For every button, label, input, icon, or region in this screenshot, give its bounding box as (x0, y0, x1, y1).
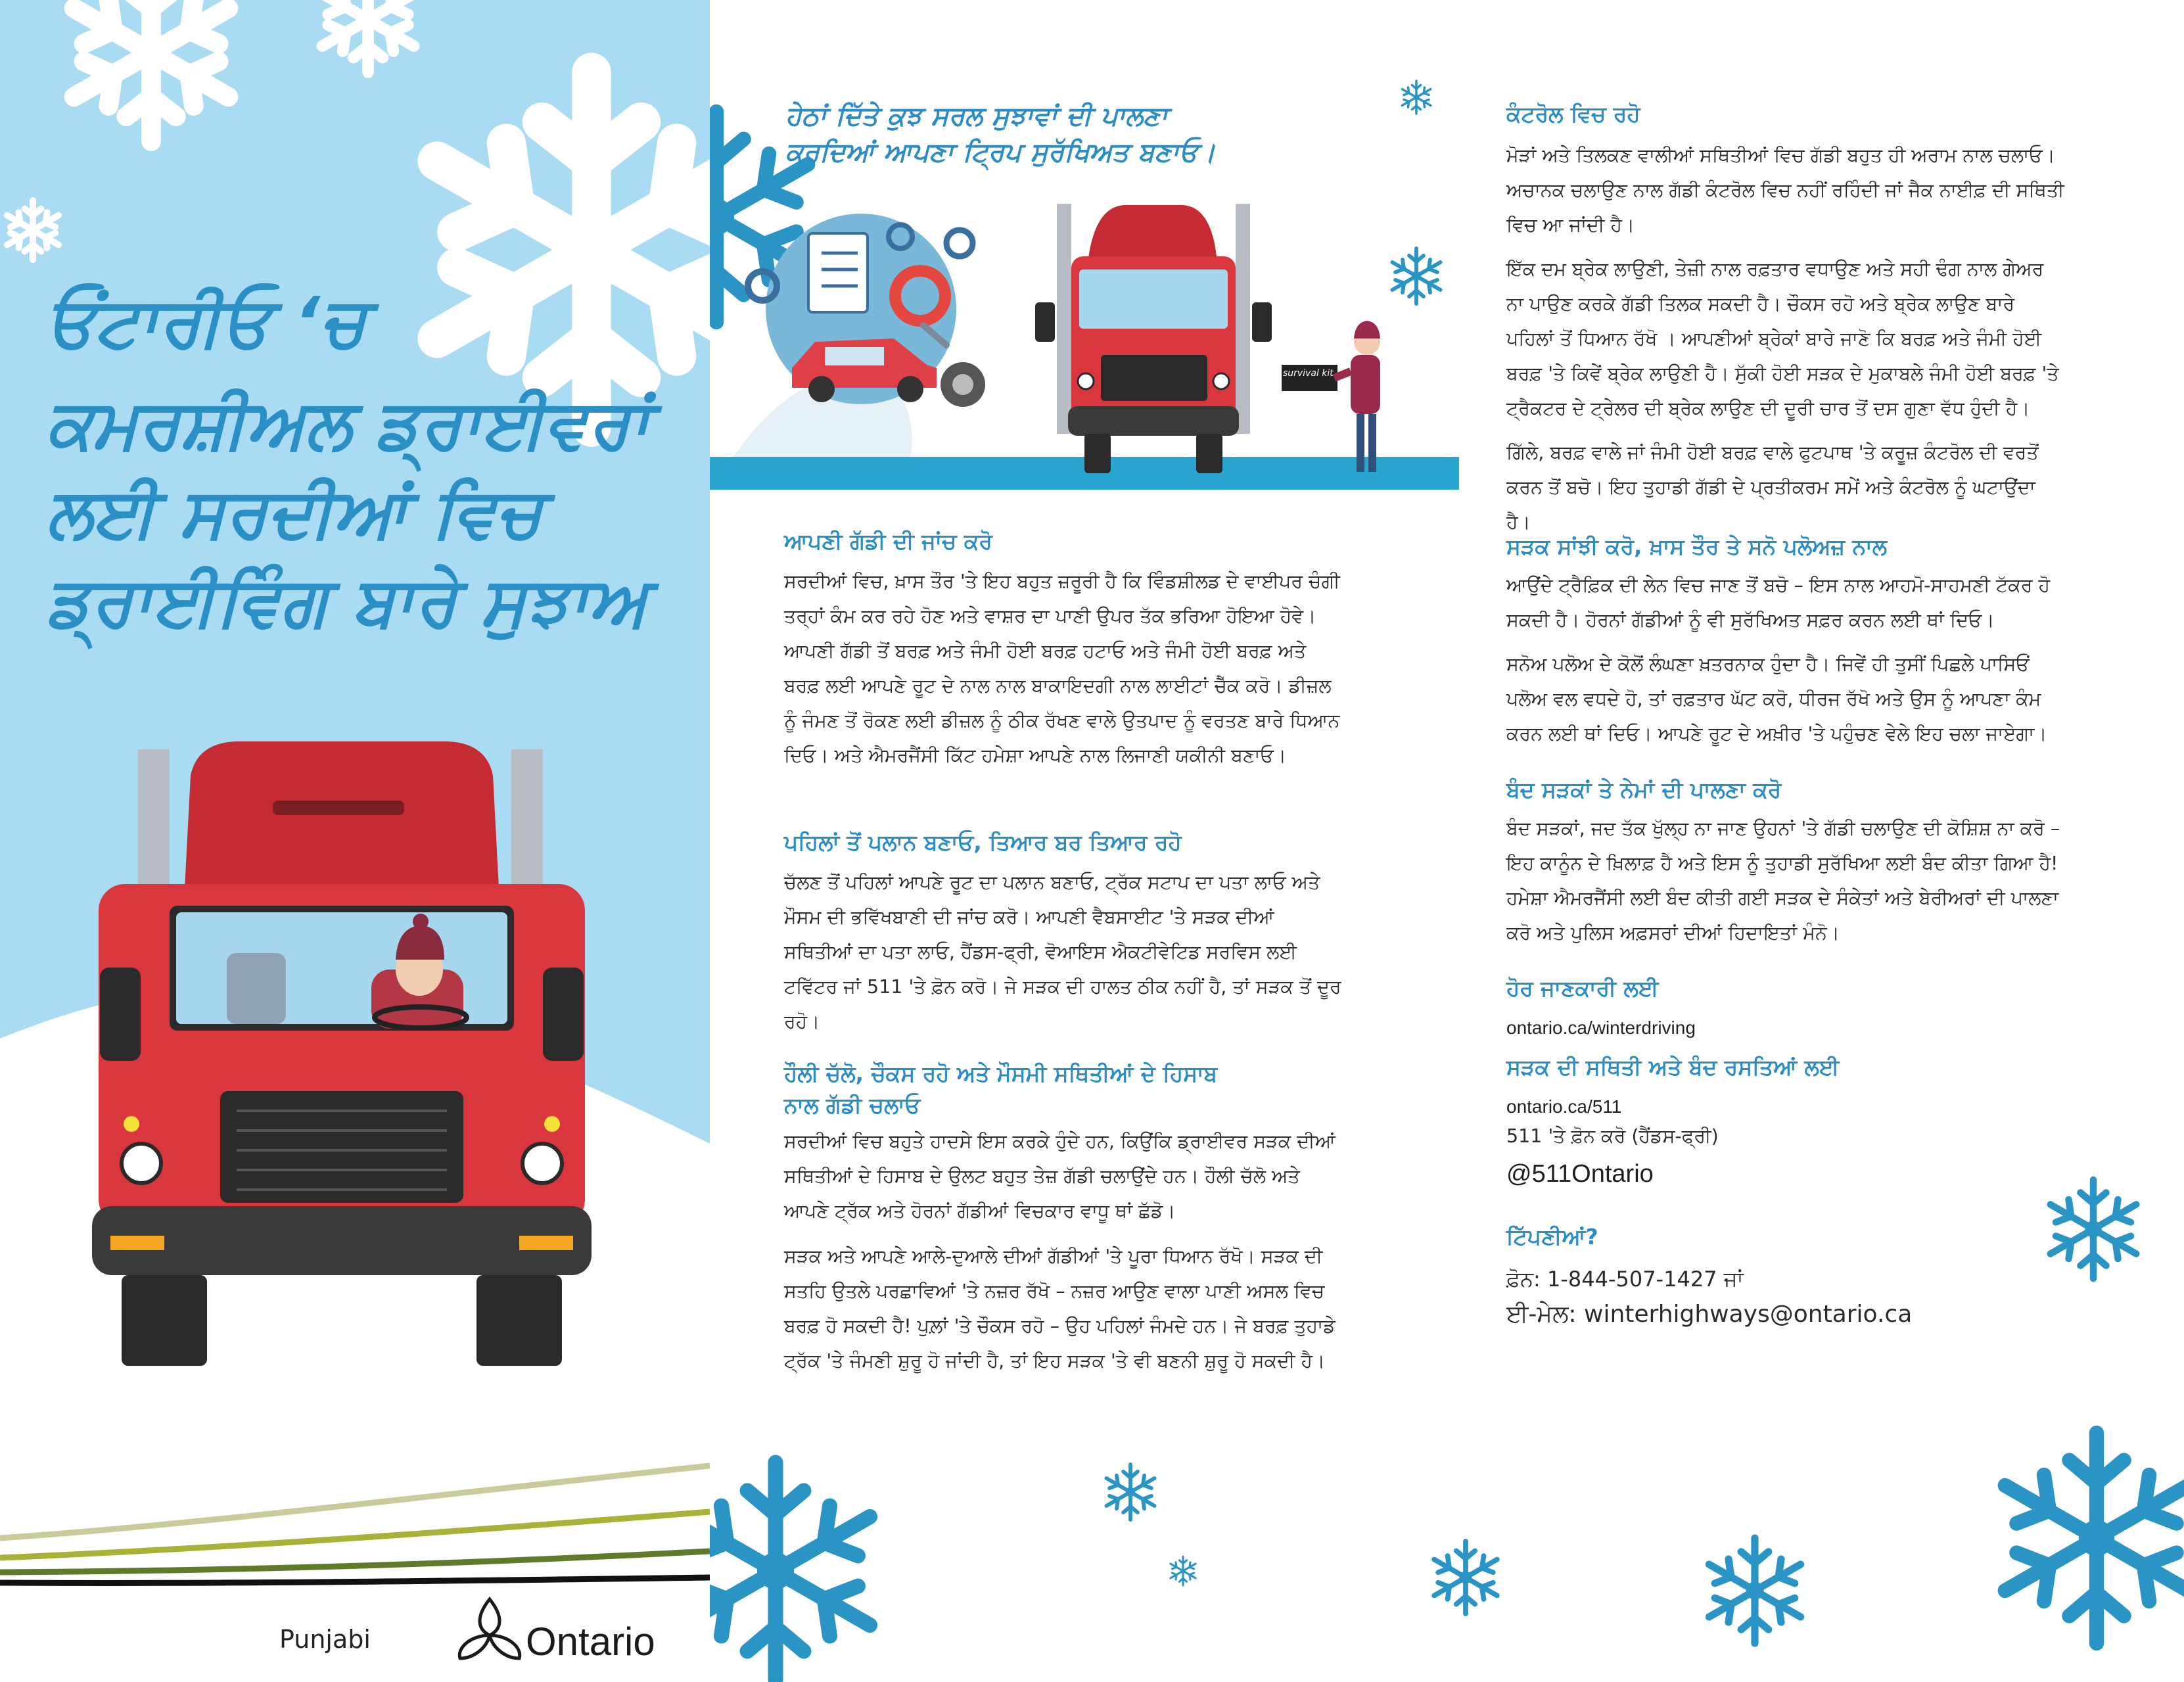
more-info (1506, 973, 1696, 1039)
phone-number: ਫ਼ੋਨ: 1-844-507-1427 ਜਾਂ (1506, 1267, 1744, 1292)
section-body: ਆਉਂਦੇ ਟ੍ਰੈਫ਼ਿਕ ਦੀ ਲੇਨ ਵਿਚ ਜਾਣ ਤੋਂ ਬਚੋ – ਇਸ ਨਾਲ ਆਹਮੋ-ਸਾਹਮਣੀ ਟੱਕਰ ਹੋ ਸਕਦੀ ਹੈ। ਹੋਰਨਾਂ ਗੱਡੀਆਂ ਨੂੰ ਵੀ ਸੁਰੱਖਿਅਤ ਸਫ਼ਰ ਕਰਨ ਲਈ ਥਾਂ ਦਿਓ। (1506, 574, 2050, 631)
section-body: ਮੋੜਾਂ ਅਤੇ ਤਿਲਕਣ ਵਾਲੀਆਂ ਸਥਿਤੀਆਂ ਵਿਚ ਗੱਡੀ ਬਹੁਤ ਹੀ ਅਰਾਮ ਨਾਲ ਚਲਾਓ। ਅਚਾਨਕ ਚਲਾਉਣ ਨਾਲ ਗੱਡੀ ਕੰਟਰੋਲ ਵਿਚ ਨਹੀਂ ਰਹਿੰਦੀ ਜਾਂ ਜੈਕ ਨਾਈਫ਼ ਦੀ ਸਥਿਤੀ ਵਿਚ ਆ ਜਾਂਦੀ ਹੈ। (1506, 145, 2064, 236)
ontario-511-link[interactable]: ontario.ca/511 (1506, 1096, 1622, 1117)
section-stay-in-control (1506, 99, 2065, 540)
section-body: ਗਿੱਲੇ, ਬਰਫ਼ ਵਾਲੇ ਜਾਂ ਜੰਮੀ ਹੋਈ ਬਰਫ਼ ਵਾਲੇ ਫੁਟਪਾਥ 'ਤੇ ਕਰੂਜ਼ ਕੰਟਰੋਲ ਦੀ ਵਰਤੋਂ ਕਰਨ ਤੋਂ ਬਚੋ। ਇਹ ਤੁਹਾਡੀ ਗੱਡੀ ਦੇ ਪ੍ਰਤੀਕਰਮ ਸਮੇਂ ਅਤੇ ਕੰਟਰੋਲ ਨੂੰ ਘਟਾਉਂਦਾ ਹੈ। (1506, 442, 2039, 533)
section-body: ਸੜਕ ਅਤੇ ਆਪਣੇ ਆਲੇ-ਦੁਆਲੇ ਦੀਆਂ ਗੱਡੀਆਂ 'ਤੇ ਪੂਰਾ ਧਿਆਨ ਰੱਖੋ। ਸੜਕ ਦੀ ਸਤਹਿ ਉਤਲੇ ਪਰਛਾਵਿਆਂ 'ਤੇ ਨਜ਼ਰ ਰੱਖੋ – ਨਜ਼ਰ ਆਉਣ ਵਾਲਾ ਪਾਣੀ ਅਸਲ ਵਿਚ ਬਰਫ਼ ਹੋ ਸਕਦੀ ਹੈ! ਪੁਲ਼ਾਂ 'ਤੇ ਚੌਕਸ ਰਹੋ – ਉਹ ਪਹਿਲਾਂ ਜੰਮਦੇ ਹਨ। ਜੇ ਬਰਫ਼ ਤੁਹਾਡੇ ਟ੍ਰੱਕ 'ਤੇ ਜੰਮਣੀ ਸ਼ੁਰੂ ਹੋ ਜਾਂਦੀ ਹੈ, ਤਾਂ ਇਹ ਸੜਕ 'ਤੇ ਵੀ ਬਣਨੀ ਸ਼ੁਰੂ ਹੋ ਸਕਦੀ ਹੈ। (784, 1246, 1336, 1372)
section-body: ਬੰਦ ਸੜਕਾਂ, ਜਦ ਤੱਕ ਖੁੱਲ੍ਹ ਨਾ ਜਾਣ ਉਹਨਾਂ 'ਤੇ ਗੱਡੀ ਚਲਾਉਣ ਦੀ ਕੋਸ਼ਿਸ਼ ਨਾ ਕਰੋ – ਇਹ ਕਾਨੂੰਨ ਦੇ ਖ਼ਿਲਾਫ਼ ਹੈ ਅਤੇ ਇਸ ਨੂੰ ਤੁਹਾਡੀ ਸੁਰੱਖਿਆ ਲਈ ਬੰਦ ਕੀਤਾ ਗਿਆ ਹੈ! ਹਮੇਸ਼ਾ ਐਮਰਜੈਂਸੀ ਲਈ ਬੰਦ ਕੀਤੀ ਗਈ ਸੜਕ ਦੇ ਸੰਕੇਤਾਂ ਅਤੇ ਬੇਰੀਅਰਾਂ ਦੀ ਪਾਲਣਾ ਕਰੋ ਅਤੇ ਪੁਲਿਸ ਅਫ਼ਸਰਾਂ ਦੀਆਂ ਹਿਦਾਇਤਾਂ ਮੰਨੋ। (1506, 818, 2060, 944)
winter-driving-link[interactable]: ontario.ca/winterdriving (1506, 1017, 1696, 1038)
comments (1506, 1221, 1912, 1332)
section-body: ਸਨੋਅ ਪਲੋਅ ਦੇ ਕੋਲੋਂ ਲੰਘਣਾ ਖ਼ਤਰਨਾਕ ਹੁੰਦਾ ਹੈ। ਜਿਵੇਂ ਹੀ ਤੁਸੀਂ ਪਿਛਲੇ ਪਾਸਿਓਂ ਪਲੋਅ ਵਲ ਵਧਦੇ ਹੋ, ਤਾਂ ਰਫ਼ਤਾਰ ਘੱਟ ਕਰੋ, ਧੀਰਜ ਰੱਖੋ ਅਤੇ ਉਸ ਨੂੰ ਆਪਣਾ ਕੰਮ ਕਰਨ ਲਈ ਥਾਂ ਦਿਓ। ਆਪਣੇ ਰੂਟ ਦੇ ਅਖ਼ੀਰ 'ਤੇ ਪਹੁੰਚਣ ਵੇਲੇ ਇਹ ਚਲਾ ਜਾਏਗਾ। (1506, 653, 2047, 745)
road-conditions (1506, 1052, 1839, 1188)
section-road-closures (1506, 774, 2065, 950)
language-label: Punjabi (279, 1625, 371, 1654)
survival-kit-label: survival kit (1283, 368, 1334, 379)
intro-heading-line: ਹੇਠਾਂ ਦਿੱਤੇ ਕੁਝ ਸਰਲ ਸੁਝਾਵਾਂ ਦੀ ਪਾਲਣਾ (785, 101, 1168, 131)
section-heading: ਕੰਟਰੋਲ ਵਿਚ ਰਹੋ (1506, 101, 1640, 127)
snowflake-icon (1434, 1541, 1497, 1614)
snowflake-icon (2005, 1433, 2184, 1643)
comments-heading: ਟਿੱਪਣੀਆਂ? (1506, 1224, 1598, 1250)
snowflake-icon (1392, 248, 1440, 304)
cover-title-line: ਲਈ ਸਰਦੀਆਂ ਵਿਚ (46, 473, 543, 553)
snowflake-icon (2051, 1180, 2137, 1278)
snowflake-icon (1106, 1464, 1154, 1520)
road-conditions-heading: ਸੜਕ ਦੀ ਸਥਿਤੀ ਅਤੇ ਬੰਦ ਰਸਤਿਆਂ ਲਈ (1506, 1054, 1840, 1080)
section-heading-line: ਹੌਲੀ ਚੱਲੋ, ਚੌਕਸ ਰਹੋ ਅਤੇ ਮੌਸਮੀ ਸਥਿਤੀਆਂ ਦੇ ਹਿਸਾਬ (784, 1061, 1218, 1086)
section-share-road (1506, 531, 2065, 751)
twitter-handle[interactable]: @511Ontario (1506, 1160, 1654, 1188)
cover-illustration (0, 0, 710, 1682)
cover-panel (0, 0, 710, 1682)
ontario-brand: Ontario (526, 1620, 655, 1664)
section-heading: ਪਹਿਲਾਂ ਤੋਂ ਪਲਾਨ ਬਣਾਓ, ਤਿਆਰ ਬਰ ਤਿਆਰ ਰਹੋ (784, 829, 1182, 855)
email-address[interactable]: ਈ-ਮੇਲ: winterhighways@ontario.ca (1506, 1301, 1913, 1328)
section-heading: ਸੜਕ ਸਾਂਝੀ ਕਰੋ, ਖ਼ਾਸ ਤੌਰ ਤੇ ਸਨੋ ਪਲੋਅਜ਼ ਨਾਲ (1506, 534, 1888, 559)
snowflake-icon (1709, 1538, 1800, 1643)
cover-title-line: ਡ੍ਰਾਈਵਿੰਗ ਬਾਰੇ ਸੁਝਾਅ (46, 561, 647, 642)
section-plan-ahead (784, 827, 1343, 1039)
section-check-vehicle (784, 526, 1343, 773)
more-info-heading: ਹੋਰ ਜਾਣਕਾਰੀ ਲਈ (1506, 975, 1659, 1001)
section-body: ਚੱਲਣ ਤੋਂ ਪਹਿਲਾਂ ਆਪਣੇ ਰੂਟ ਦਾ ਪਲਾਨ ਬਣਾਓ, ਟ੍ਰੱਕ ਸਟਾਪ ਦਾ ਪਤਾ ਲਾਓ ਅਤੇ ਮੌਸਮ ਦੀ ਭਵਿੱਖਬਾਣੀ ਦੀ ਜਾਂਚ ਕਰੋ। ਆਪਣੀ ਵੈਬਸਾਈਟ 'ਤੇ ਸੜਕ ਦੀਆਂ ਸਥਿਤੀਆਂ ਦਾ ਪਤਾ ਲਾਓ, ਹੈਂਡਸ-ਫ੍ਰੀ, ਵੋਆਇਸ ਐਕਟੀਵੇਟਿਡ ਸਰਵਿਸ ਲਈ ਟਵਿੱਟਰ ਜਾਂ 511 'ਤੇ ਫ਼ੋਨ ਕਰੋ। ਜੇ ਸੜਕ ਦੀ ਹਾਲਤ ਠੀਕ ਨਹੀਂ ਹੈ, ਤਾਂ ਸੜਕ ਤੋਂ ਦੂਰ ਰਹੋ। (784, 872, 1341, 1033)
section-body: ਇੱਕ ਦਮ ਬ੍ਰੇਕ ਲਾਉਣੀ, ਤੇਜ਼ੀ ਨਾਲ ਰਫ਼ਤਾਰ ਵਧਾਉਣ ਅਤੇ ਸਹੀ ਢੰਗ ਨਾਲ ਗੇਅਰ ਨਾ ਪਾਉਣ ਕਰਕੇ ਗੱਡੀ ਤਿਲਕ ਸਕਦੀ ਹੈ। ਚੌਕਸ ਰਹੋ ਅਤੇ ਬ੍ਰੇਕ ਲਾਉਣ ਬਾਰੇ ਪਹਿਲਾਂ ਤੋਂ ਧਿਆਨ ਰੱਖੋ । ਆਪਣੀਆਂ ਬ੍ਰੇਕਾਂ ਬਾਰੇ ਜਾਣੋ ਕਿ ਬਰਫ਼ ਅਤੇ ਜੰਮੀ ਹੋਈ ਬਰਫ਼ 'ਤੇ ਕਿਵੇਂ ਬ੍ਰੇਕ ਲਾਉਣੀ ਹੈ। ਸੁੱਕੀ ਹੋਈ ਸੜਕ ਦੇ ਮੁਕਾਬਲੇ ਜੰਮੀ ਹੋਈ ਬਰਫ਼ 'ਤੇ ਟ੍ਰੈਕਟਰ ਦੇ ਟ੍ਰੇਲਰ ਦੀ ਬ੍ਰੇਕ ਲਾਉਣ ਦੀ ਦੂਰੀ ਚਾਰ ਤੋਂ ਦਸ ਗੁਣਾ ਵੱਧ ਹੁੰਦੀ ਹੈ। (1506, 258, 2059, 419)
truck-illustration (92, 741, 592, 1366)
section-body: ਸਰਦੀਆਂ ਵਿਚ, ਖ਼ਾਸ ਤੌਰ 'ਤੇ ਇਹ ਬਹੁਤ ਜ਼ਰੂਰੀ ਹੈ ਕਿ ਵਿੰਡਸ਼ੀਲਡ ਦੇ ਵਾਈਪਰ ਚੰਗੀ ਤਰ੍ਹਾਂ ਕੰਮ ਕਰ ਰਹੇ ਹੋਣ ਅਤੇ ਵਾਸ਼ਰ ਦਾ ਪਾਣੀ ਉਪਰ ਤੱਕ ਭਰਿਆ ਹੋਇਆ ਹੋਵੇ। ਆਪਣੀ ਗੱਡੀ ਤੋਂ ਬਰਫ਼ ਅਤੇ ਜੰਮੀ ਹੋਈ ਬਰਫ਼ ਹਟਾਓ ਅਤੇ ਜੰਮੀ ਹੋਈ ਬਰਫ਼ ਅਤੇ ਬਰਫ਼ ਲਈ ਆਪਣੇ ਰੂਟ ਦੇ ਨਾਲ ਨਾਲ ਬਾਕਾਇਦਗੀ ਨਾਲ ਲਾਈਟਾਂ ਚੈੱਕ ਕਰੋ। ਡੀਜ਼ਲ ਨੂੰ ਜੰਮਣ ਤੋਂ ਰੋਕਣ ਲਈ ਡੀਜ਼ਲ ਨੂੰ ਠੀਕ ਰੱਖਣ ਵਾਲੇ ਉਤਪਾਦ ਨੂੰ ਵਰਤਣ ਬਾਰੇ ਧਿਆਨ ਦਿਓ। ਅਤੇ ਐਮਰਜੈਂਸੀ ਕਿੱਟ ਹਮੇਸ਼ਾ ਆਪਣੇ ਨਾਲ ਲਿਜਾਣੀ ਯਕੀਨੀ ਬਣਾਓ। (784, 571, 1340, 766)
cover-title-line: ਓਂਟਾਰੀਓ ‘ਚ (46, 282, 366, 362)
section-heading-line: ਨਾਲ ਗੱਡੀ ਚਲਾਓ (784, 1092, 921, 1118)
snowflake-icon (1402, 81, 1431, 114)
section-heading: ਬੰਦ ਸੜਕਾਂ ਤੇ ਨੇਮਾਂ ਦੀ ਪਾਲਣਾ ਕਰੋ (1506, 777, 1782, 803)
section-heading: ਆਪਣੀ ਗੱਡੀ ਦੀ ਜਾਂਚ ਕਰੋ (784, 528, 992, 554)
intro-heading (785, 99, 1215, 171)
snowflake-icon (1171, 1556, 1196, 1585)
intro-heading-line: ਕਰਦਿਆਂ ਆਪਣਾ ਟ੍ਰਿਪ ਸੁਰੱਖਿਅਤ ਬਣਾਓ। (785, 137, 1216, 168)
section-body: ਸਰਦੀਆਂ ਵਿਚ ਬਹੁਤੇ ਹਾਦਸੇ ਇਸ ਕਰਕੇ ਹੁੰਦੇ ਹਨ, ਕਿਉਂਕਿ ਡ੍ਰਾਈਵਰ ਸੜਕ ਦੀਆਂ ਸਥਿਤੀਆਂ ਦੇ ਹਿਸਾਬ ਦੇ ਉਲਟ ਬਹੁਤ ਤੇਜ਼ ਗੱਡੀ ਚਲਾਉਂਦੇ ਹਨ। ਹੌਲੀ ਚੱਲੋ ਅਤੇ ਆਪਣੇ ਟ੍ਰੱਕ ਅਤੇ ਹੋਰਨਾਂ ਗੱਡੀਆਂ ਵਿਚਕਾਰ ਵਾਧੂ ਥਾਂ ਛੱਡੋ। (784, 1131, 1336, 1222)
cover-title-line: ਕਮਰਸ਼ੀਅਲ ਡ੍ਰਾਈਵਰਾਂ (46, 384, 649, 464)
snowflake-icon (710, 1462, 870, 1679)
section-slow-down (784, 1058, 1343, 1378)
call-511-text: 511 'ਤੇ ਫ਼ੋਨ ਕਰੋ (ਹੈਂਡਸ-ਫ੍ਰੀ) (1506, 1125, 1719, 1147)
